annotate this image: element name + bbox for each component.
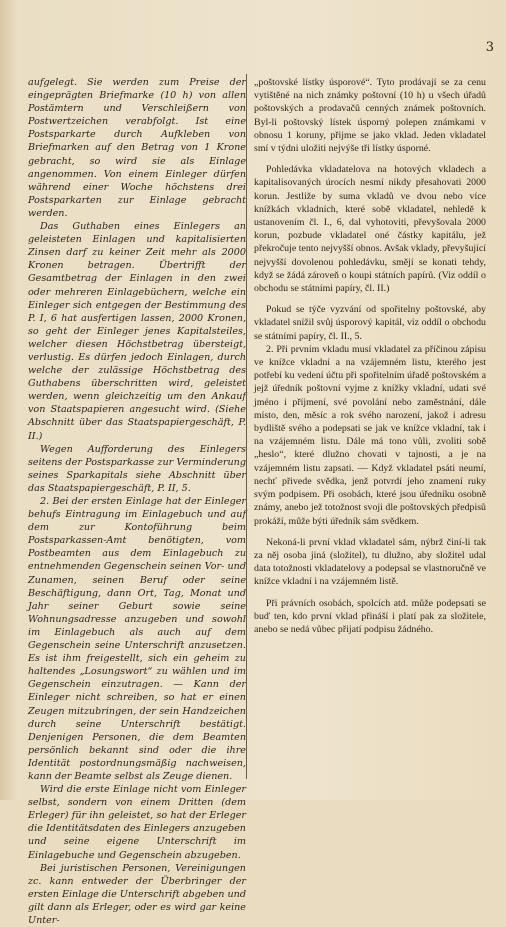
paragraph: Nekoná-li první vklad vkladatel sám, nýbrž činí-li tak za něj osoba jiná (složitel), tu dlužno, aby složitel udal data totožnosti vkladatelovy a podepsal se vlastnoručně ve knížce vkladní i na vzájemném listě. bbox=[254, 536, 486, 588]
czech-column bbox=[254, 76, 486, 636]
paragraph: „poštovské lístky úsporové“. Tyto prodávají se za cenu vytištěné na nich známky poštovní (10 h) u všech úřadů poštovských a prodavačů cenných známek poštovních. Byl-li poštovský lístek úsporný polepen známkami v obnosu 1 koruny, přijme se jako vklad. Jeden vkladatel smí v týdni uložiti nejvýše tři lístky úsporné. bbox=[254, 77, 486, 155]
paragraph: Wird die erste Einlage nicht vom Einleger selbst, sondern von einem Dritten (dem Erleger) für ihn geleistet, so hat der Erleger die Identitätsdaten des Einlegers anzugeben und seine eigene Unterschrift im Einlagebuche und Gegenschein abzugeben. bbox=[28, 784, 246, 861]
paragraph: Pokud se týče vyzvání od spořitelny poštovské, aby vkladatel snížil svůj úsporový kapitál, viz oddíl o obchodu se státními papíry, čl. II., 5. bbox=[254, 304, 486, 342]
page-number: 3 bbox=[485, 40, 494, 55]
paragraph: Das Guthaben eines Einlegers an geleisteten Einlagen und kapitalisierten Zinsen darf zu keiner Zeit mehr als 2000 Kronen betragen. Übertrifft der Gesamtbetrag der Einlagen in den zwei oder mehreren Einlagebüchern, welche ein Einleger sich entgegen der Bestimmung des P. I, 6 hat ausfertigen lassen, 2000 Kronen, so geht der Einleger jenes Kapitalsteiles, welcher diesen Höchstbetrag übersteigt, verlustig. Es dürfen jedoch Einlagen, durch welche der zulässige Höchstbetrag des Guthabens überschritten wird, geleistet werden, wenn gleichzeitig um den Ankauf von Staatspapieren angesucht wird. (Siehe Abschnitt über das Staatspapiergeschäft, P. II.) bbox=[28, 221, 246, 442]
paragraph: Pohledávka vkladatelova na hotových vkladech a kapitalisovaných úrocích nesmí nikdy přesahovati 2000 korun. Jestliže by suma vkladů ve dvou nebo více knížkách vkladních, které sobě vkladatel, nehledě k ustanovením čl. I., 6, dal vyhotoviti, převyšovala 2000 korun, pozbude vkladatel oné částky kapitálu, jež překročuje tento nejvyšší obnos. Avšak vklady, převyšující nejvyšší dovolenou pohledávku, smějí se konati tehdy, když se žádá zároveň o koupi státních papírů. (Viz oddíl o obchodu se státními papíry, čl. II.) bbox=[254, 164, 486, 295]
paragraph: Při právních osobách, spolcích atd. může podepsati se buď ten, kdo první vklad přináší i platí pak za složitele, anebo se nedá vůbec přijatí podpisu žádného. bbox=[254, 597, 486, 635]
column-divider bbox=[246, 74, 247, 779]
paragraph: 2. Při prvním vkladu musí vkladatel za příčinou zápisu ve knížce vkladní a na vzájemném listu, kterého jest potřebí ku vedení účtu při spořitelním úřadě poštovském a jejž úředník poštovní vyjme z knížky vkladní, udati své jméno i příjmení, své povolání nebo zaměstnání, dále místo, den, měsíc a rok svého narození, jakož i adresu bydliště svého a podepsati se jak ve knížce vkladní, tak i na vzájemném listu. Dále má tono vůli, zvoliti sobě „heslo“, které dlužno chovati v tajnosti, a je na vzájemném listu zapsati. — Když vkladatel psáti neumí, nechť přivede svědka, jenž potvrdí jeho znamení ruky svým podpisem. Při osobách, které jsou úředníku osobně známy, anebo jež totožnost svoji dle poštovských předpisů prokáží, může býti úředník sám svědkem. bbox=[254, 343, 486, 527]
paragraph: aufgelegt. Sie werden zum Preise der eingeprägten Briefmarke (10 h) von allen Postämtern und Verschleißern von Postwertzeichen verabfolgt. Ist eine Postsparkarte durch Aufkleben von Briefmarken auf den Betrag von 1 Krone gebracht, so wird sie als Einlage angenommen. Von einem Einleger dürfen während einer Woche höchstens drei Postsparkarten zur Einlage gebracht werden. bbox=[28, 77, 246, 219]
paragraph: Wegen Aufforderung des Einlegers seitens der Postsparkasse zur Verminderung seines Sparkapitals siehe Abschnitt über das Staatspapiergeschäft, P. II, 5. bbox=[28, 443, 246, 494]
paragraph: 2. Bei der ersten Einlage hat der Einleger behufs Eintragung im Einlagebuch und auf dem zur Kontoführung beim Postsparkassen-Amt benötigten, vom Postbeamten aus dem Einlagebuch zu entnehmenden Gegenschein seinen Vor- und Zunamen, seinen Beruf oder seine Beschäftigung, dann Ort, Tag, Monat und Jahr seiner Geburt sowie seine Wohnungsadresse anzugeben und sowohl im Einlagebuch als auch auf dem Gegenschein seine Unterschrift anzusetzen. Es ist ihm freigestellt, sich ein geheim zu haltendes „Losungswort“ zu wählen und im Gegenschein einzutragen. — Kann der Einleger nicht schreiben, so hat er einen Zeugen mitzubringen, der sein Handzeichen durch seine Unterschrift bestätigt. Denjenigen Personen, die dem Beamten persönlich bekannt sind oder die ihre Identität postordnungsmäßig nachweisen, kann der Beamte selbst als Zeuge dienen. bbox=[28, 496, 246, 782]
german-column bbox=[28, 76, 246, 927]
paragraph: Bei juristischen Personen, Vereinigungen zc. kann entweder der Überbringer der ersten Einlage die Unterschrift abgeben und gilt dann als Erleger, oder es wird gar keine Unter- bbox=[28, 862, 246, 926]
